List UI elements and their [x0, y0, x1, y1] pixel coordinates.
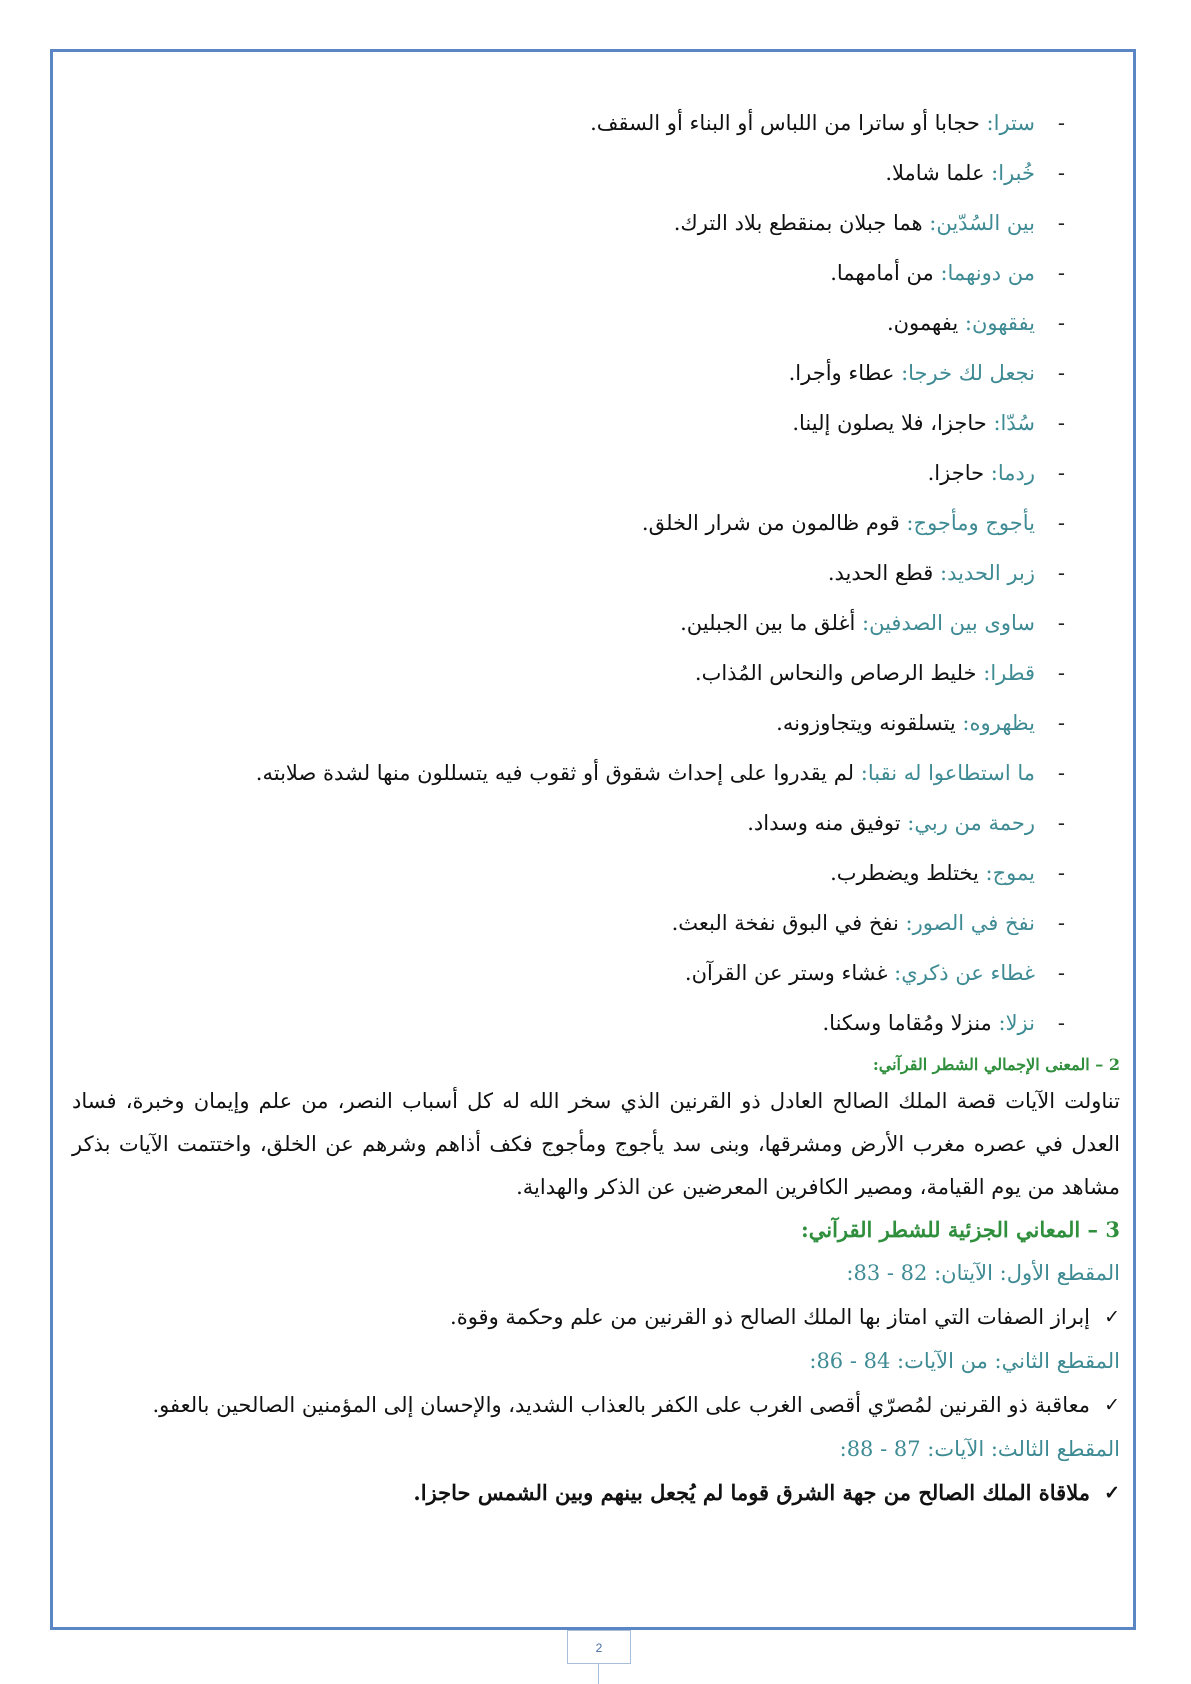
- vocab-term: سُدّا: [1000, 411, 1035, 435]
- vocab-meaning: حجابا أو ساترا من اللباس أو البناء أو السقف.: [590, 111, 980, 135]
- vocab-meaning: لم يقدروا على إحداث شقوق أو ثقوب فيه يتسللون منها لشدة صلابته.: [255, 761, 855, 785]
- segment-point-text: إبراز الصفات التي امتاز بها الملك الصالح ذو القرنين من علم وحكمة وقوة.: [450, 1305, 1090, 1329]
- vocab-term: خُبرا: [998, 161, 1035, 185]
- vocab-term: قطرا: [990, 661, 1035, 685]
- vocab-meaning: يختلط ويضطرب.: [830, 861, 979, 885]
- vocab-item: [72, 848, 1120, 898]
- segment-point: [72, 1471, 1120, 1515]
- vocab-term: ساوى بين الصدفين: [869, 611, 1035, 635]
- vocab-term: سترا: [993, 111, 1035, 135]
- vocab-colon: :: [978, 861, 993, 885]
- check-icon: ✓: [1104, 1394, 1120, 1416]
- vocab-term: نزلا: [1005, 1011, 1035, 1035]
- vocab-item: [72, 898, 1120, 948]
- vocab-item: [72, 948, 1120, 998]
- vocab-colon: :: [894, 361, 909, 385]
- vocab-colon: :: [984, 161, 999, 185]
- vocab-meaning: حاجزا، فلا يصلون إلينا.: [792, 411, 987, 435]
- segment-title: المقطع الثالث: الآيات: 87 - 88:: [839, 1437, 1120, 1461]
- vocab-item: [72, 998, 1120, 1048]
- vocab-meaning: خليط الرصاص والنحاس المُذاب.: [694, 661, 977, 685]
- dash-bullet: -: [1057, 611, 1065, 635]
- segment-point: [72, 1383, 1120, 1427]
- dash-bullet: -: [1057, 361, 1065, 385]
- vocab-item: [72, 798, 1120, 848]
- vocab-item: [72, 198, 1120, 248]
- segment-title: المقطع الثاني: من الآيات: 84 - 86:: [809, 1349, 1120, 1373]
- dash-bullet: -: [1057, 1011, 1065, 1035]
- dash-bullet: -: [1057, 211, 1065, 235]
- vocab-term: ردما: [997, 461, 1035, 485]
- vocab-term: غطاء عن ذكري: [901, 961, 1035, 985]
- vocab-item: [72, 98, 1120, 148]
- vocab-colon: :: [922, 211, 937, 235]
- vocab-item: [72, 148, 1120, 198]
- vocab-colon: :: [991, 1011, 1006, 1035]
- dash-bullet: -: [1057, 111, 1065, 135]
- segment-3: [72, 1427, 1120, 1515]
- vocab-term: بين السُدّين: [936, 211, 1035, 235]
- vocab-item: [72, 698, 1120, 748]
- vocab-colon: :: [933, 261, 948, 285]
- vocab-colon: :: [986, 411, 1001, 435]
- vocab-meaning: عطاء وأجرا.: [788, 361, 895, 385]
- vocab-term: رحمة من ربي: [914, 811, 1035, 835]
- vocab-item: [72, 448, 1120, 498]
- vocab-colon: :: [887, 961, 902, 985]
- page-content: [72, 98, 1120, 1515]
- page-number-tick: [598, 1664, 599, 1684]
- dash-bullet: -: [1057, 161, 1065, 185]
- vocab-item: [72, 598, 1120, 648]
- vocab-colon: :: [855, 611, 870, 635]
- vocab-item: [72, 248, 1120, 298]
- vocab-term: من دونهما: [947, 261, 1035, 285]
- segment-1: [72, 1251, 1120, 1339]
- vocab-meaning: منزلا ومُقاما وسكنا.: [822, 1011, 992, 1035]
- vocab-term: يظهروه: [969, 711, 1035, 735]
- segment-2: [72, 1339, 1120, 1427]
- vocab-colon: :: [933, 561, 948, 585]
- section-3-heading: 3 – المعاني الجزئية للشطر القرآني:: [800, 1217, 1120, 1242]
- segment-point-text: معاقبة ذو القرنين لمُصرّي أقصى الغرب على الكفر بالعذاب الشديد، والإحسان إلى المؤمنين الصالحين بالعفو.: [152, 1393, 1090, 1417]
- dash-bullet: -: [1057, 311, 1065, 335]
- vocab-term: يأجوج ومأجوج: [913, 511, 1035, 535]
- dash-bullet: -: [1057, 561, 1065, 585]
- dash-bullet: -: [1057, 511, 1065, 535]
- page-number: 2: [567, 1630, 631, 1664]
- dash-bullet: -: [1057, 711, 1065, 735]
- vocab-meaning: قوم ظالمون من شرار الخلق.: [641, 511, 900, 535]
- vocab-colon: :: [899, 511, 914, 535]
- vocab-meaning: قطع الحديد.: [827, 561, 934, 585]
- vocab-meaning: من أمامهما.: [830, 261, 934, 285]
- vocab-item: [72, 648, 1120, 698]
- vocab-meaning: توفيق منه وسداد.: [747, 811, 901, 835]
- vocab-meaning: يتسلقونه ويتجاوزونه.: [776, 711, 956, 735]
- dash-bullet: -: [1057, 411, 1065, 435]
- vocab-colon: :: [900, 811, 915, 835]
- vocab-meaning: أغلق ما بين الجبلين.: [680, 611, 856, 635]
- dash-bullet: -: [1057, 961, 1065, 985]
- vocab-meaning: نفخ في البوق نفخة البعث.: [671, 911, 899, 935]
- vocab-meaning: حاجزا.: [927, 461, 985, 485]
- check-icon: ✓: [1104, 1306, 1120, 1328]
- vocab-term: يفقهون: [971, 311, 1035, 335]
- vocab-colon: :: [854, 761, 868, 785]
- segment-title: المقطع الأول: الآيتان: 82 - 83:: [846, 1261, 1120, 1285]
- vocab-item: [72, 498, 1120, 548]
- dash-bullet: -: [1057, 761, 1065, 785]
- vocab-meaning: هما جبلان بمنقطع بلاد الترك.: [673, 211, 923, 235]
- vocab-colon: :: [984, 461, 998, 485]
- vocabulary-list: [72, 98, 1120, 1048]
- vocab-colon: :: [979, 111, 994, 135]
- vocab-term: ما استطاعوا له نقبا: [867, 761, 1035, 785]
- vocab-meaning: غشاء وستر عن القرآن.: [684, 961, 888, 985]
- vocab-term: يموج: [992, 861, 1035, 885]
- vocab-term: نجعل لك خرجا: [908, 361, 1035, 385]
- dash-bullet: -: [1057, 261, 1065, 285]
- segment-point: [72, 1295, 1120, 1339]
- vocab-item: [72, 348, 1120, 398]
- vocab-term: نفخ في الصور: [912, 911, 1035, 935]
- dash-bullet: -: [1057, 811, 1065, 835]
- vocab-colon: :: [958, 311, 972, 335]
- vocab-meaning: يفهمون.: [886, 311, 959, 335]
- dash-bullet: -: [1057, 461, 1065, 485]
- segment-point-text: ملاقاة الملك الصالح من جهة الشرق قوما لم يُجعل بينهم وبين الشمس حاجزا.: [413, 1480, 1090, 1505]
- dash-bullet: -: [1057, 911, 1065, 935]
- dash-bullet: -: [1057, 661, 1065, 685]
- vocab-meaning: علما شاملا.: [885, 161, 985, 185]
- check-icon: ✓: [1104, 1482, 1120, 1504]
- section-2-paragraph: تناولت الآيات قصة الملك الصالح العادل ذو القرنين الذي سخر الله له كل أسباب النصر، من علم وإيمان وخبرة، فساد العدل في عصره مغرب الأرض ومشرقها، وبنى سد يأجوج ومأجوج فكف أذاهم وشرهم عن الخلق، واختتمت الآيات بذكر مشاهد من يوم القيامة، ومصير الكافرين المعرضين عن الذكر والهداية.: [72, 1089, 1120, 1199]
- section-2-heading: 2 – المعنى الإجمالي الشطر القرآني:: [872, 1055, 1120, 1074]
- dash-bullet: -: [1057, 861, 1065, 885]
- vocab-item: [72, 298, 1120, 348]
- vocab-item: [72, 748, 1120, 798]
- vocab-term: زبر الحديد: [947, 561, 1035, 585]
- vocab-colon: :: [955, 711, 970, 735]
- vocab-colon: :: [976, 661, 991, 685]
- vocab-item: [72, 548, 1120, 598]
- vocab-colon: :: [898, 911, 913, 935]
- vocab-item: [72, 398, 1120, 448]
